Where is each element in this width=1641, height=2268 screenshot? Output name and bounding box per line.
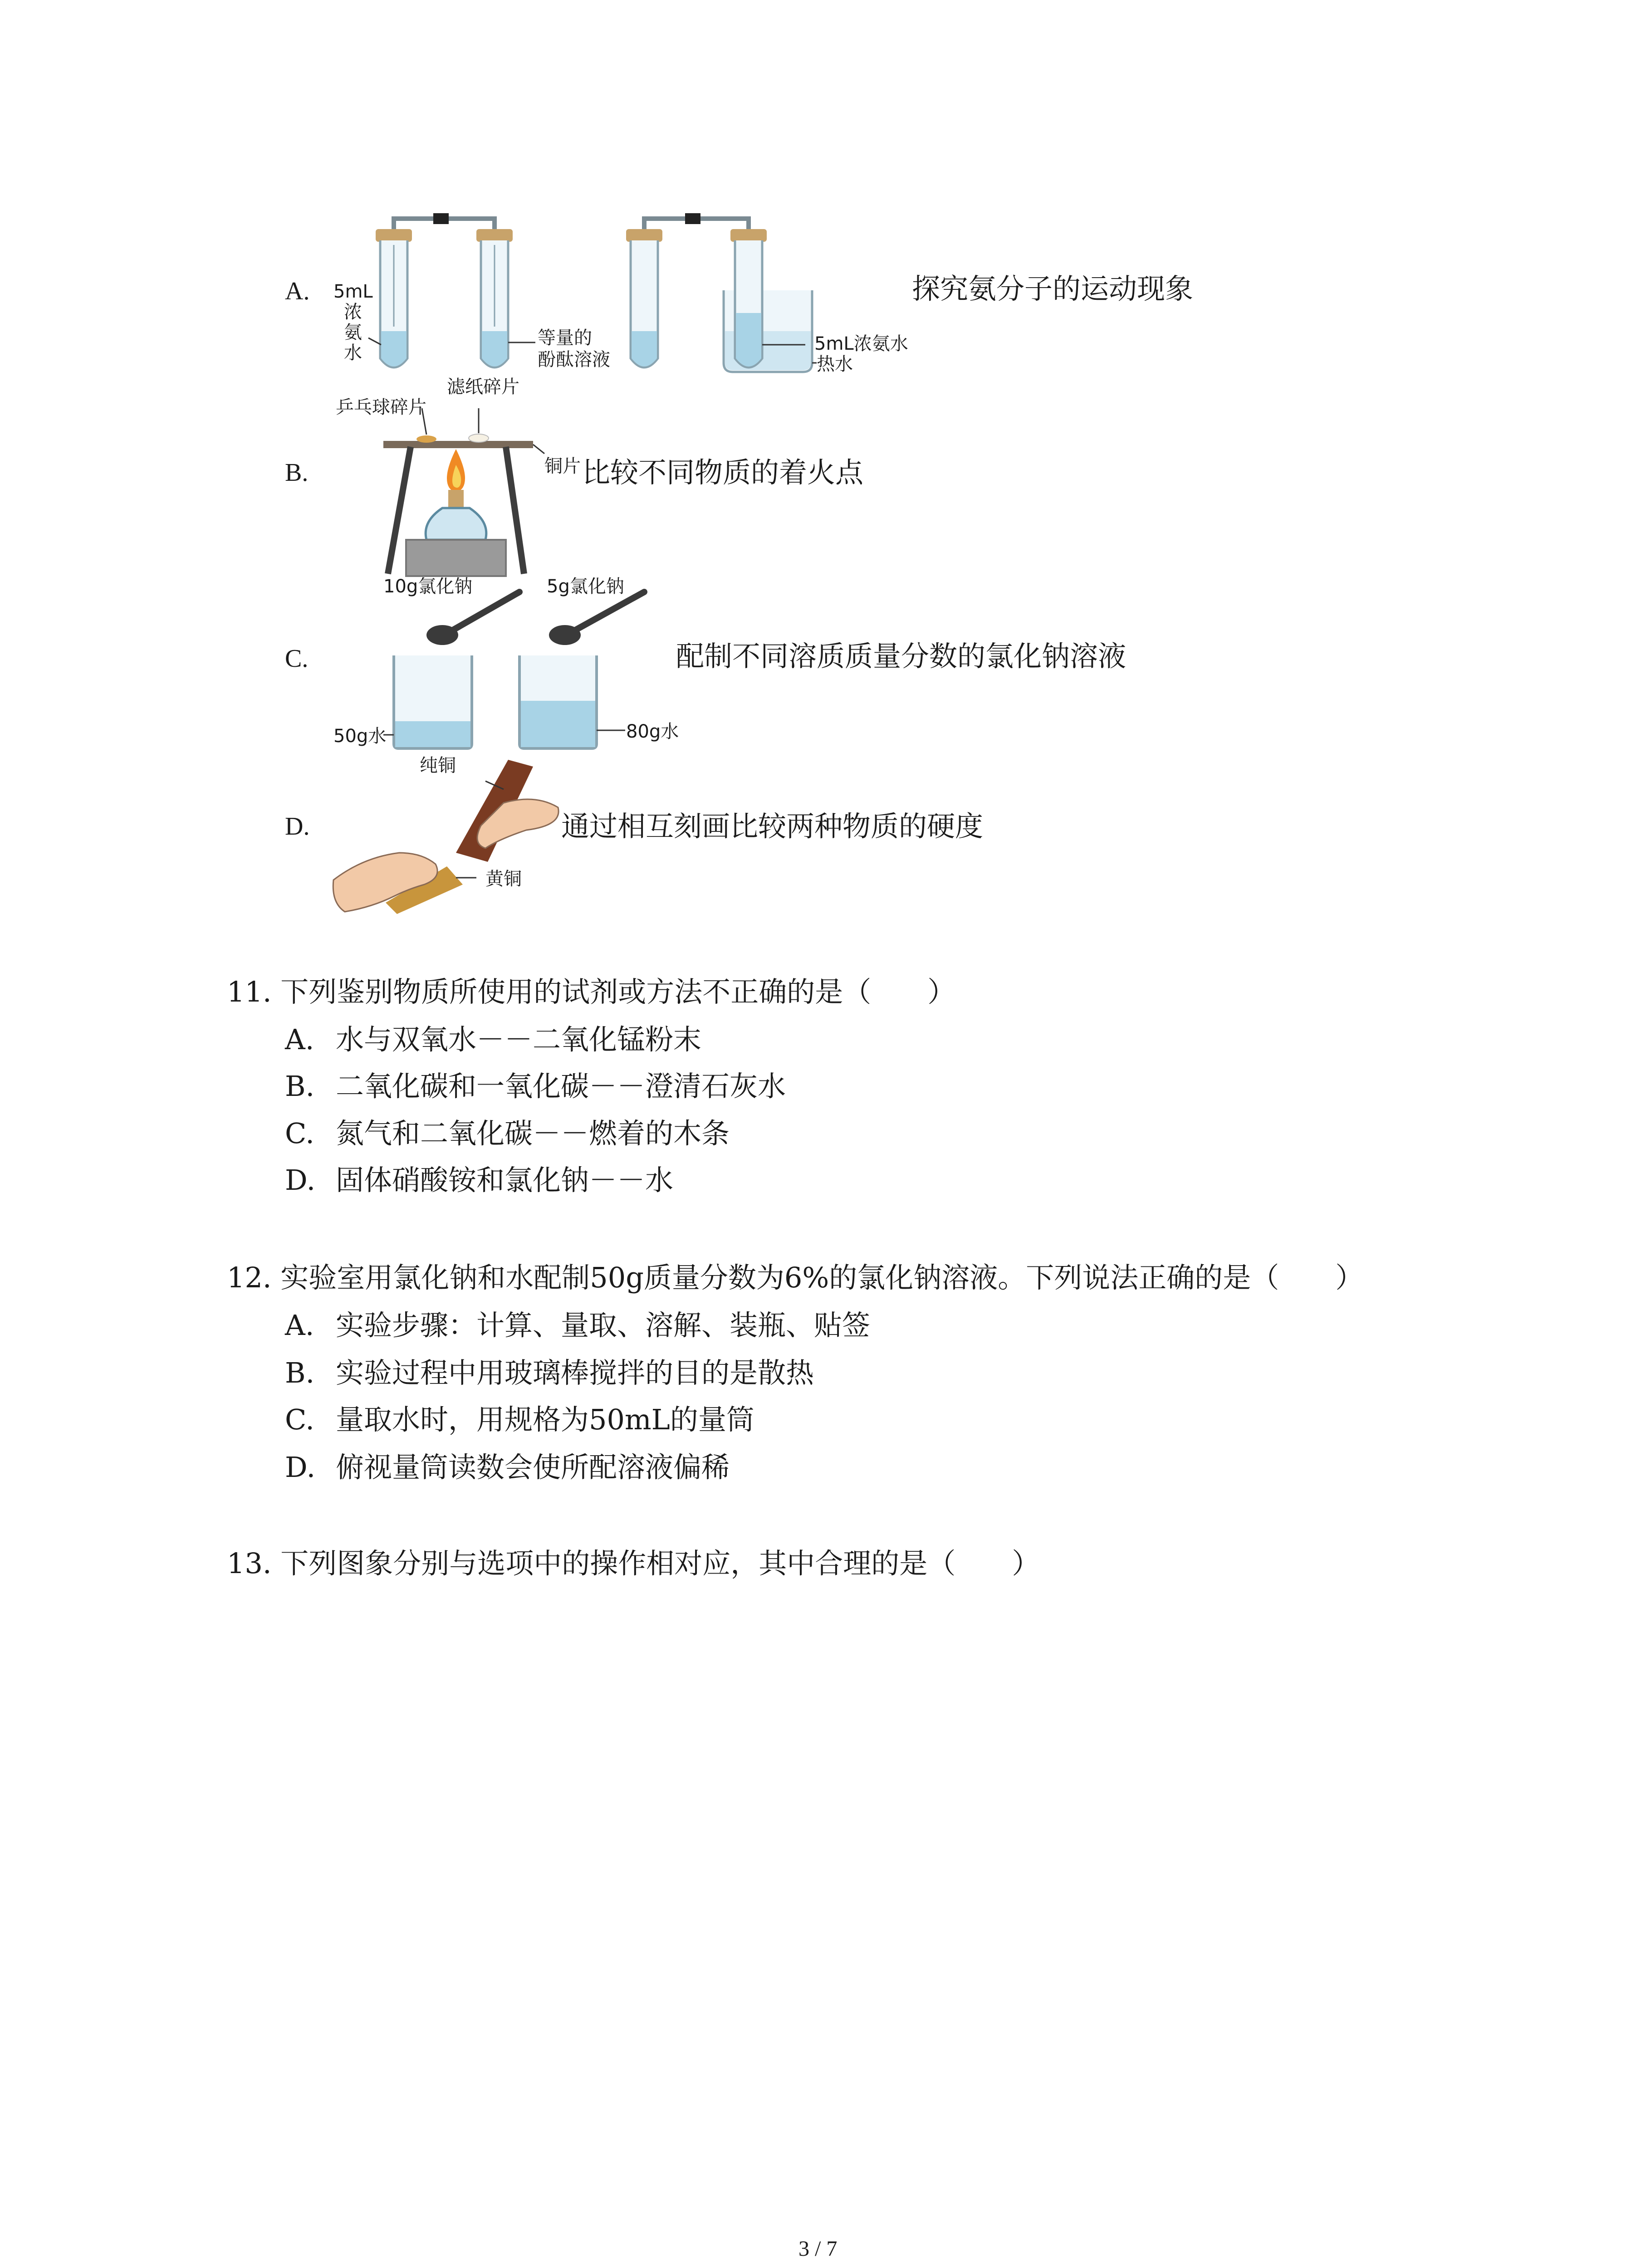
label-brass: 黄铜 bbox=[485, 869, 522, 890]
q12-option-b-text: 实验过程中用玻璃棒搅拌的目的是散热 bbox=[336, 1356, 814, 1389]
option-a-letter: A. bbox=[285, 277, 310, 305]
label-10g-salt: 10g氯化钠 bbox=[383, 576, 473, 597]
q11-option-a-text: 水与双氧水－－二氧化锰粉末 bbox=[336, 1023, 702, 1056]
label-ammonia: 氨 bbox=[344, 322, 362, 343]
page-number: 3 / 7 bbox=[798, 2237, 838, 2261]
q12-option-c-letter: C. bbox=[285, 1403, 314, 1436]
q11-option-c-letter: C. bbox=[285, 1117, 314, 1150]
q11-option-a-letter: A. bbox=[285, 1023, 314, 1056]
question-12-stem: 12. 实验室用氯化钠和水配制50g质量分数为6%的氯化钠溶液。下列说法正确的是（ ） bbox=[227, 1261, 1364, 1294]
option-d-letter: D. bbox=[285, 812, 310, 841]
label-equal-amount: 等量的 bbox=[538, 327, 592, 348]
label-5ml: 5mL bbox=[333, 281, 373, 302]
q12-option-a-text: 实验步骤：计算、量取、溶解、装瓶、贴签 bbox=[336, 1309, 871, 1342]
label-concentrated: 浓 bbox=[344, 302, 362, 323]
option-b-description: 比较不同物质的着火点 bbox=[582, 456, 864, 489]
q11-option-d-text: 固体硝酸铵和氯化钠－－水 bbox=[336, 1163, 674, 1197]
q12-option-b-letter: B. bbox=[285, 1356, 315, 1389]
label-pure-copper: 纯铜 bbox=[420, 755, 456, 776]
label-phenolphthalein: 酚酞溶液 bbox=[538, 349, 610, 370]
option-d-description: 通过相互刻画比较两种物质的硬度 bbox=[561, 810, 984, 843]
left-apparatus bbox=[368, 213, 535, 367]
label-50g-water: 50g水 bbox=[333, 726, 387, 747]
label-water: 水 bbox=[344, 342, 362, 363]
label-copper-sheet: 铜片 bbox=[544, 456, 581, 477]
q11-option-d-letter: D. bbox=[285, 1163, 316, 1197]
q11-option-c-text: 氮气和二氧化碳－－燃着的木条 bbox=[336, 1117, 730, 1150]
option-c-letter: C. bbox=[285, 645, 309, 673]
right-apparatus bbox=[626, 213, 817, 372]
question-11-stem: 11. 下列鉴别物质所使用的试剂或方法不正确的是（ ） bbox=[227, 975, 956, 1008]
label-right-ammonia: 5mL浓氨水 bbox=[814, 333, 908, 354]
option-c-description: 配制不同溶质质量分数的氯化钠溶液 bbox=[676, 640, 1127, 673]
q12-option-c-text: 量取水时，用规格为50mL的量筒 bbox=[336, 1403, 754, 1436]
label-80g-water: 80g水 bbox=[626, 721, 679, 742]
label-hot-water: 热水 bbox=[817, 354, 853, 375]
q11-option-b-letter: B. bbox=[285, 1070, 315, 1103]
q11-option-b-text: 二氧化碳和一氧化碳－－澄清石灰水 bbox=[336, 1070, 786, 1103]
q12-option-d-letter: D. bbox=[285, 1451, 316, 1484]
label-5g-salt: 5g氯化钠 bbox=[547, 576, 624, 597]
label-filter-paper: 滤纸碎片 bbox=[447, 376, 519, 397]
q12-option-a-letter: A. bbox=[285, 1309, 314, 1342]
option-a-description: 探究氨分子的运动现象 bbox=[912, 272, 1194, 305]
option-b-letter: B. bbox=[285, 459, 309, 487]
label-pingpong: 乒乓球碎片 bbox=[336, 397, 426, 418]
q12-option-d-text: 俯视量筒读数会使所配溶液偏稀 bbox=[336, 1451, 730, 1484]
question-13-stem: 13. 下列图象分别与选项中的操作相对应，其中合理的是（ ） bbox=[227, 1547, 1040, 1580]
